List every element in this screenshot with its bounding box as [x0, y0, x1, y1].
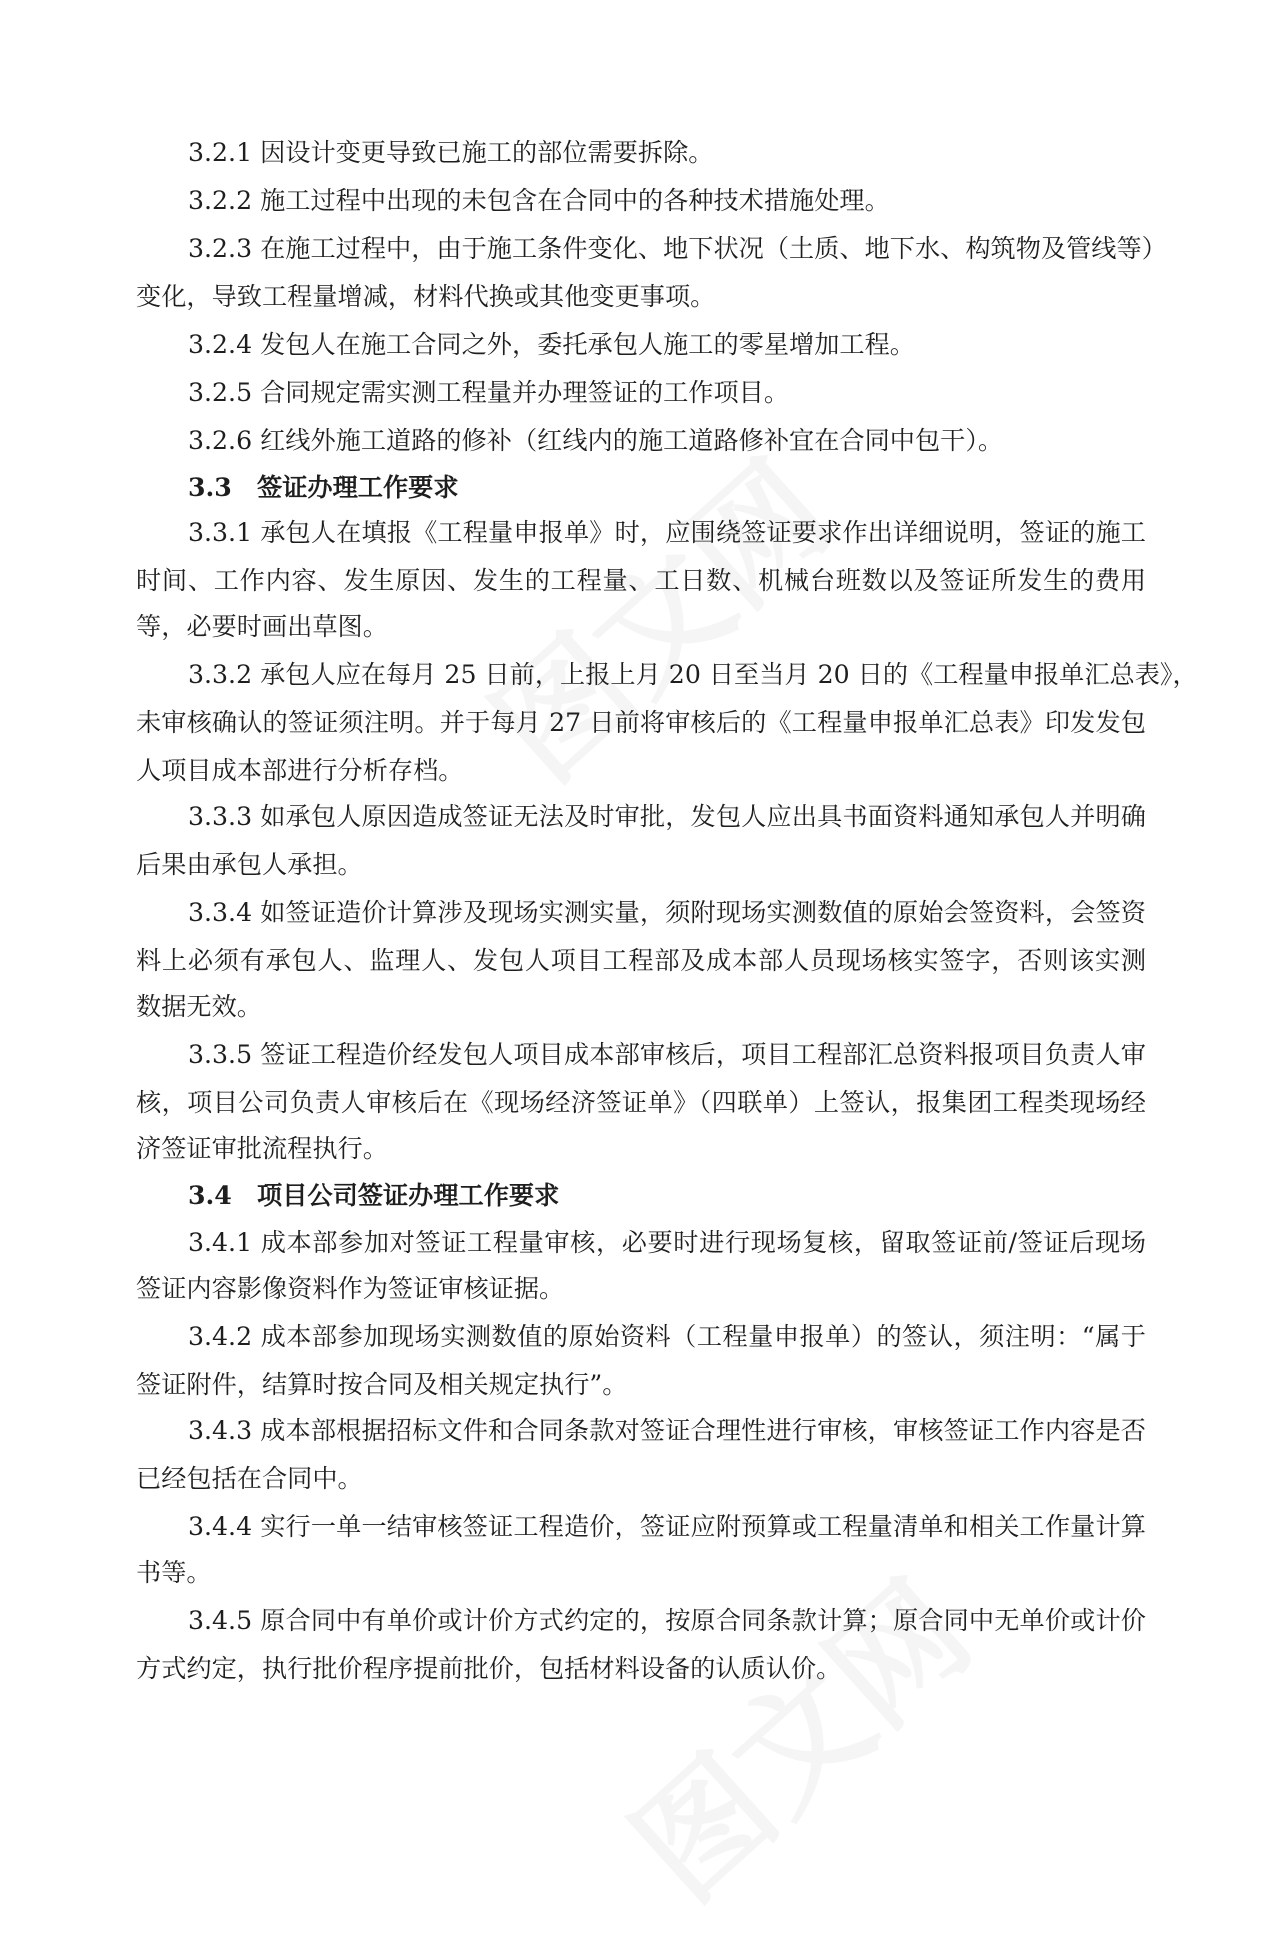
paragraph-3-4-1-line-1: 3.4.1 成本部参加对签证工程量审核，必要时进行现场复核，留取签证前/签证后现场	[188, 1228, 1146, 1257]
paragraph-3-2-3-line-2: 变化，导致工程量增减，材料代换或其他变更事项。	[136, 282, 716, 311]
paragraph-3-3-2-line-3: 人项目成本部进行分析存档。	[136, 756, 464, 785]
paragraph-3-4-2-line-1: 3.4.2 成本部参加现场实测数值的原始资料（工程量申报单）的签认，须注明：“属于	[188, 1322, 1146, 1351]
paragraph-3-4-3-line-1: 3.4.3 成本部根据招标文件和合同条款对签证合理性进行审核，审核签证工作内容是否	[188, 1416, 1146, 1445]
watermark	[588, 1534, 1003, 1933]
paragraph-3-2-5: 3.2.5 合同规定需实测工程量并办理签证的工作项目。	[188, 378, 790, 407]
paragraph-3-4-1-line-2: 签证内容影像资料作为签证审核证据。	[136, 1274, 565, 1303]
paragraph-3-4-4-line-2: 书等。	[136, 1558, 212, 1587]
paragraph-3-3-5-line-1: 3.3.5 签证工程造价经发包人项目成本部审核后，项目工程部汇总资料报项目负责人审	[188, 1040, 1146, 1069]
paragraph-3-3-4-line-3: 数据无效。	[136, 992, 262, 1021]
paragraph-3-2-3-line-1: 3.2.3 在施工过程中，由于施工条件变化、地下状况（土质、地下水、构筑物及管线等）	[188, 234, 1167, 263]
paragraph-3-2-2: 3.2.2 施工过程中出现的未包含在合同中的各种技术措施处理。	[188, 186, 890, 215]
paragraph-3-3-2-line-1: 3.3.2 承包人应在每月 25 日前，上报上月 20 日至当月 20 日的《工程量申报单汇总表》，	[188, 660, 1198, 689]
paragraph-3-3-4-line-2: 料上必须有承包人、监理人、发包人项目工程部及成本部人员现场核实签字，否则该实测	[136, 946, 1146, 975]
paragraph-3-4-5-line-2: 方式约定，执行批价程序提前批价，包括材料设备的认质认价。	[136, 1654, 842, 1683]
paragraph-3-3-3-line-2: 后果由承包人承担。	[136, 850, 363, 879]
section-heading-3-4: 3.4 项目公司签证办理工作要求	[188, 1180, 560, 1210]
paragraph-3-3-5-line-2: 核，项目公司负责人审核后在《现场经济签证单》（四联单）上签认，报集团工程类现场经	[136, 1088, 1146, 1117]
paragraph-3-3-1-line-2: 时间、工作内容、发生原因、发生的工程量、工日数、机械台班数以及签证所发生的费用	[136, 566, 1146, 595]
paragraph-3-3-1-line-1: 3.3.1 承包人在填报《工程量申报单》时，应围绕签证要求作出详细说明，签证的施工	[188, 518, 1146, 547]
paragraph-3-2-6: 3.2.6 红线外施工道路的修补（红线内的施工道路修补宜在合同中包干）。	[188, 426, 1004, 455]
paragraph-3-4-2-line-2: 签证附件，结算时按合同及相关规定执行”。	[136, 1370, 628, 1399]
paragraph-3-4-4-line-1: 3.4.4 实行一单一结审核签证工程造价，签证应附预算或工程量清单和相关工作量计算	[188, 1512, 1146, 1541]
paragraph-3-2-4: 3.2.4 发包人在施工合同之外，委托承包人施工的零星增加工程。	[188, 330, 915, 359]
paragraph-3-3-1-line-3: 等，必要时画出草图。	[136, 612, 388, 641]
paragraph-3-3-5-line-3: 济签证审批流程执行。	[136, 1134, 388, 1163]
paragraph-3-2-1: 3.2.1 因设计变更导致已施工的部位需要拆除。	[188, 138, 714, 167]
paragraph-3-3-3-line-1: 3.3.3 如承包人原因造成签证无法及时审批，发包人应出具书面资料通知承包人并明确	[188, 802, 1146, 831]
paragraph-3-3-2-line-2: 未审核确认的签证须注明。并于每月 27 日前将审核后的《工程量申报单汇总表》印发发包	[136, 708, 1146, 737]
section-heading-3-3: 3.3 签证办理工作要求	[188, 472, 459, 502]
paragraph-3-4-3-line-2: 已经包括在合同中。	[136, 1464, 363, 1493]
paragraph-3-3-4-line-1: 3.3.4 如签证造价计算涉及现场实测实量，须附现场实测数值的原始会签资料，会签资	[188, 898, 1146, 927]
paragraph-3-4-5-line-1: 3.4.5 原合同中有单价或计价方式约定的，按原合同条款计算；原合同中无单价或计价	[188, 1606, 1146, 1635]
